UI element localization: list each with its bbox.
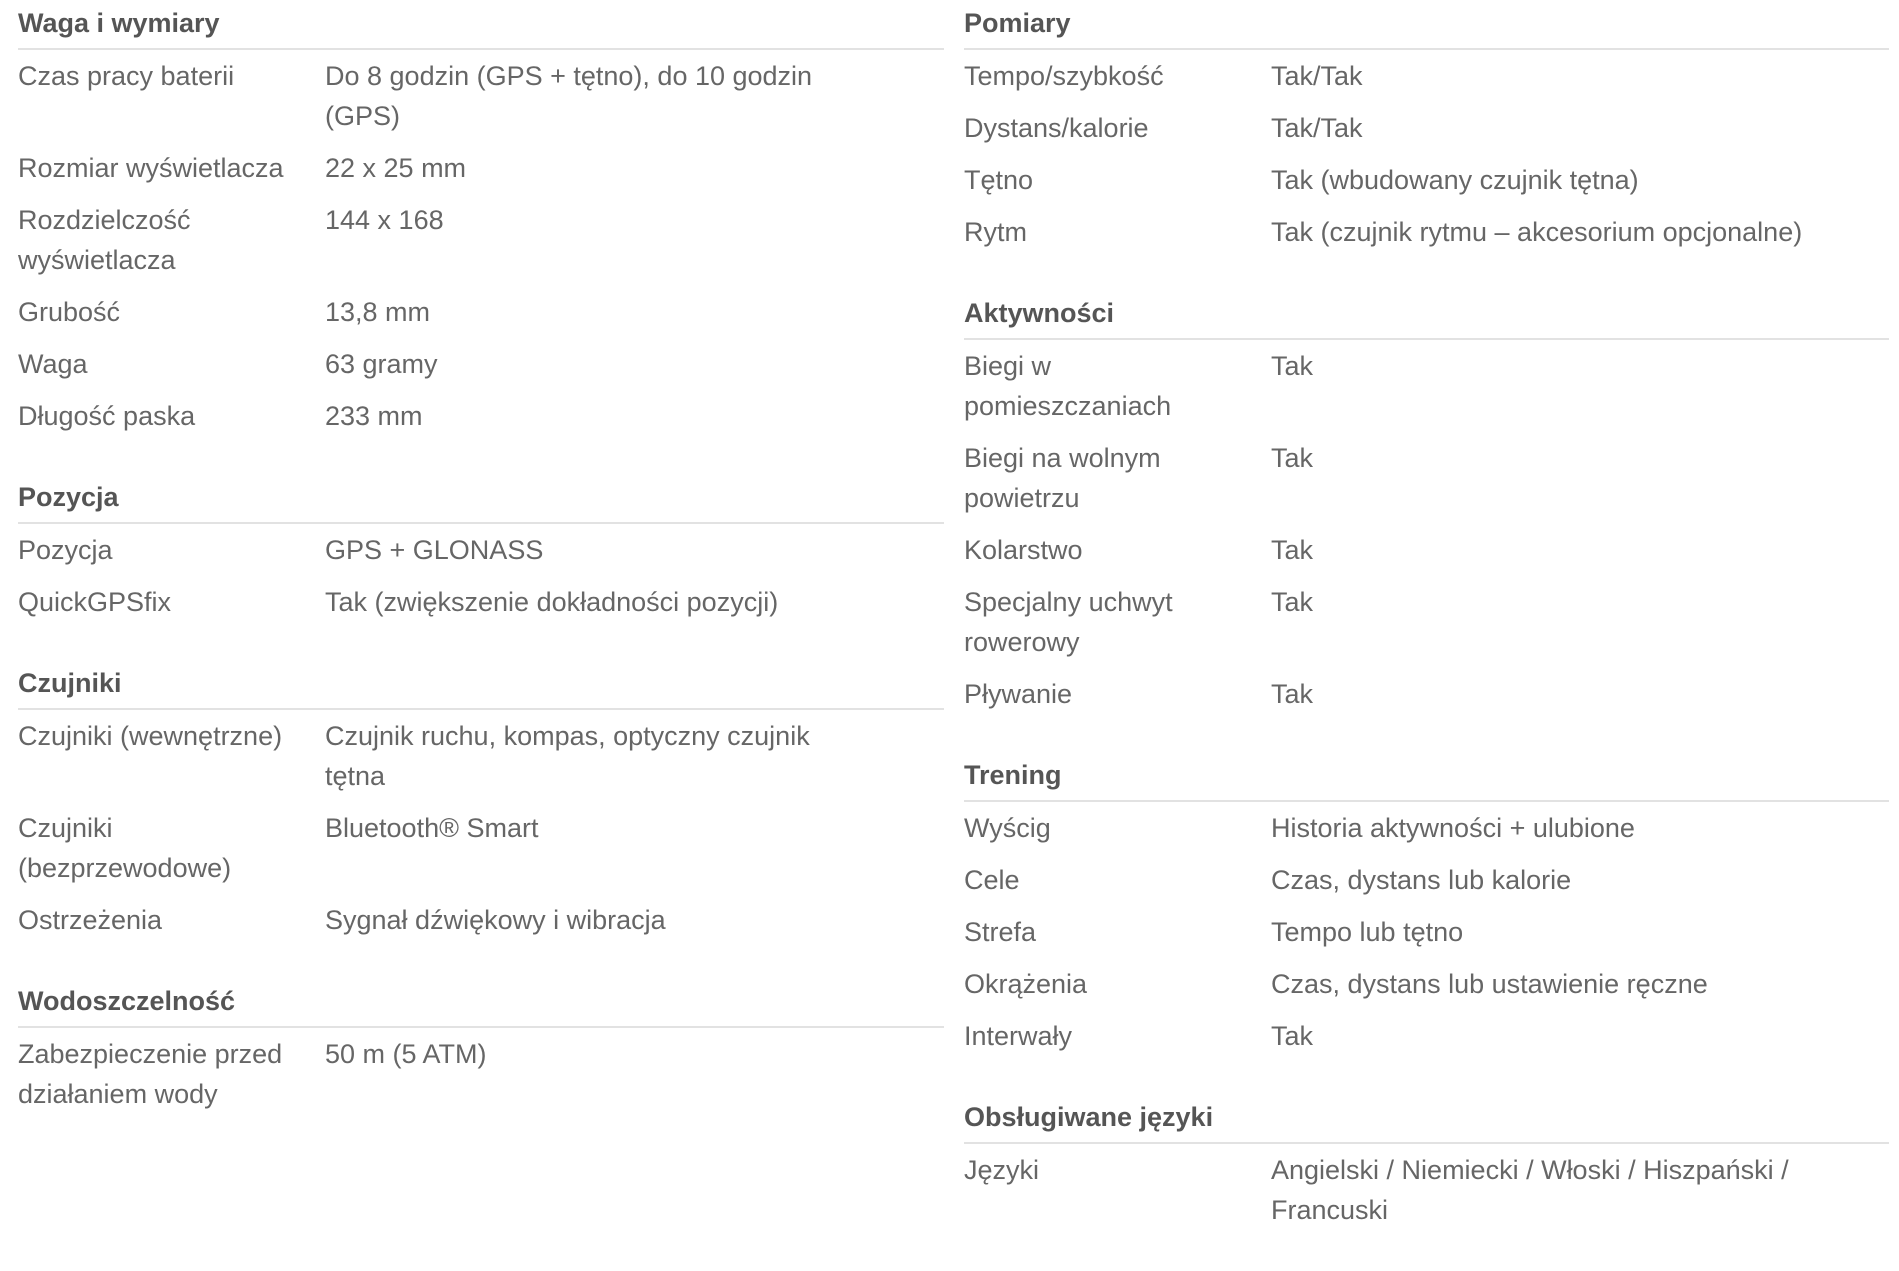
section-heading: Waga i wymiary (18, 3, 944, 50)
spec-label-line: wyświetlacza (18, 245, 176, 275)
spec-value-line: Czas, dystans lub kalorie (1271, 865, 1572, 895)
spec-label-line: Tempo/szybkość (964, 61, 1164, 91)
spec-value-line: Tak (1271, 443, 1314, 473)
spec-value-line: 233 mm (325, 401, 423, 431)
section-heading: Pozycja (18, 477, 944, 524)
spec-section (18, 663, 944, 946)
spec-label (964, 56, 1271, 96)
spec-label-line: Rozdzielczość (18, 205, 191, 235)
spec-value (325, 1034, 944, 1114)
spec-label-line: QuickGPSfix (18, 587, 172, 617)
spec-row (964, 958, 1889, 1010)
spec-value-line: 144 x 168 (325, 205, 444, 235)
spec-value (325, 582, 944, 622)
spec-column-left (18, 3, 944, 1155)
spec-value (1271, 1016, 1889, 1056)
spec-label-line: Biegi w (964, 351, 1052, 381)
spec-value-line: Tak (1271, 351, 1314, 381)
spec-label (964, 912, 1271, 952)
spec-value (1271, 530, 1889, 570)
spec-row (18, 50, 944, 142)
spec-label-line: Kolarstwo (964, 535, 1083, 565)
spec-section (964, 3, 1889, 258)
spec-value-line: Tak (wbudowany czujnik tętna) (1271, 165, 1639, 195)
spec-row (18, 1028, 944, 1120)
section-heading: Trening (964, 755, 1889, 802)
spec-label (964, 438, 1271, 518)
spec-value-line: Tak (czujnik rytmu – akcesorium opcjonalne) (1271, 217, 1803, 247)
spec-row (964, 802, 1889, 854)
spec-label (18, 716, 325, 796)
spec-label (18, 396, 325, 436)
spec-row (964, 524, 1889, 576)
spec-row (964, 854, 1889, 906)
spec-label (18, 808, 325, 888)
spec-row (964, 1144, 1889, 1236)
spec-value-line: Do 8 godzin (GPS + tętno), do 10 godzin (325, 61, 813, 91)
spec-value (325, 716, 944, 796)
spec-label (964, 212, 1271, 252)
spec-label (18, 200, 325, 280)
spec-label (964, 808, 1271, 848)
spec-label (964, 1150, 1271, 1230)
spec-label-line: Tętno (964, 165, 1034, 195)
spec-value (1271, 808, 1889, 848)
spec-value (1271, 912, 1889, 952)
spec-value-line: 63 gramy (325, 349, 438, 379)
spec-row (18, 524, 944, 576)
spec-value-line: GPS + GLONASS (325, 535, 544, 565)
spec-row (964, 576, 1889, 668)
spec-label (964, 530, 1271, 570)
spec-value-line: Tak (zwiększenie dokładności pozycji) (325, 587, 779, 617)
spec-value-line: Angielski / Niemiecki / Włoski / Hiszpański / (1271, 1155, 1789, 1185)
spec-value (1271, 160, 1889, 200)
spec-row (18, 338, 944, 390)
spec-label-line: Dystans/kalorie (964, 113, 1149, 143)
spec-value (325, 900, 944, 940)
spec-value-line: Tak (1271, 679, 1314, 709)
spec-label (964, 346, 1271, 426)
spec-row (964, 906, 1889, 958)
spec-value-line: (GPS) (325, 101, 401, 131)
spec-label-line: Pozycja (18, 535, 113, 565)
spec-value (1271, 964, 1889, 1004)
spec-value-line: Bluetooth® Smart (325, 813, 539, 843)
spec-value (1271, 212, 1889, 252)
spec-row (18, 142, 944, 194)
spec-value (325, 344, 944, 384)
spec-value (325, 396, 944, 436)
spec-value (1271, 438, 1889, 518)
spec-row (18, 710, 944, 802)
spec-value-line: Francuski (1271, 1195, 1389, 1225)
spec-label (18, 582, 325, 622)
spec-value (1271, 582, 1889, 662)
spec-row (964, 1010, 1889, 1062)
spec-section (18, 3, 944, 442)
spec-label-line: Czas pracy baterii (18, 61, 235, 91)
spec-label-line: działaniem wody (18, 1079, 218, 1109)
section-heading: Obsługiwane języki (964, 1097, 1889, 1144)
spec-row (964, 50, 1889, 102)
spec-label (18, 530, 325, 570)
spec-section (964, 293, 1889, 720)
spec-section (964, 1097, 1889, 1236)
spec-label (964, 1016, 1271, 1056)
spec-value-line: Tak (1271, 587, 1314, 617)
spec-label (18, 148, 325, 188)
spec-label-line: Rozmiar wyświetlacza (18, 153, 284, 183)
spec-row (18, 286, 944, 338)
spec-value-line: 22 x 25 mm (325, 153, 467, 183)
spec-value (1271, 674, 1889, 714)
spec-value (325, 530, 944, 570)
spec-label-line: Interwały (964, 1021, 1073, 1051)
spec-row (18, 802, 944, 894)
spec-label (964, 674, 1271, 714)
spec-label (18, 56, 325, 136)
spec-label-line: Okrążenia (964, 969, 1088, 999)
spec-value-line: Historia aktywności + ulubione (1271, 813, 1635, 843)
spec-value-line: 50 m (5 ATM) (325, 1039, 487, 1069)
spec-value-line: Tempo lub tętno (1271, 917, 1464, 947)
spec-label-line: Długość paska (18, 401, 196, 431)
spec-label-line: Pływanie (964, 679, 1073, 709)
spec-row (964, 102, 1889, 154)
spec-label (964, 108, 1271, 148)
spec-label (18, 900, 325, 940)
spec-value-line: tętna (325, 761, 386, 791)
spec-value-line: Czujnik ruchu, kompas, optyczny czujnik (325, 721, 810, 751)
spec-label-line: powietrzu (964, 483, 1080, 513)
spec-label (18, 344, 325, 384)
spec-value (1271, 108, 1889, 148)
spec-value (325, 200, 944, 280)
section-heading: Wodoszczelność (18, 981, 944, 1028)
spec-value (1271, 346, 1889, 426)
spec-label-line: Waga (18, 349, 88, 379)
spec-label (964, 160, 1271, 200)
spec-label (964, 582, 1271, 662)
spec-label (964, 860, 1271, 900)
spec-label-line: Języki (964, 1155, 1040, 1185)
spec-value (325, 56, 944, 136)
spec-value (1271, 1150, 1889, 1230)
spec-value-line: Czas, dystans lub ustawienie ręczne (1271, 969, 1708, 999)
section-heading: Aktywności (964, 293, 1889, 340)
spec-value (1271, 56, 1889, 96)
spec-label-line: (bezprzewodowe) (18, 853, 232, 883)
spec-row (18, 390, 944, 442)
spec-label (18, 1034, 325, 1114)
spec-label-line: Strefa (964, 917, 1037, 947)
spec-label-line: Ostrzeżenia (18, 905, 163, 935)
spec-value (325, 808, 944, 888)
spec-label-line: Grubość (18, 297, 121, 327)
spec-value-line: Tak/Tak (1271, 61, 1363, 91)
spec-row (964, 340, 1889, 432)
spec-value (325, 292, 944, 332)
spec-label-line: Zabezpieczenie przed (18, 1039, 283, 1069)
spec-value-line: Sygnał dźwiękowy i wibracja (325, 905, 666, 935)
spec-label (964, 964, 1271, 1004)
spec-value-line: 13,8 mm (325, 297, 431, 327)
spec-label-line: Specjalny uchwyt (964, 587, 1173, 617)
spec-label-line: rowerowy (964, 627, 1080, 657)
spec-row (18, 194, 944, 286)
spec-row (18, 894, 944, 946)
spec-row (964, 206, 1889, 258)
spec-value (325, 148, 944, 188)
spec-row (964, 432, 1889, 524)
spec-value-line: Tak (1271, 1021, 1314, 1051)
spec-value (1271, 860, 1889, 900)
spec-column-right (964, 3, 1889, 1271)
spec-row (964, 154, 1889, 206)
spec-label-line: pomieszczaniach (964, 391, 1172, 421)
spec-section (964, 755, 1889, 1062)
spec-label-line: Czujniki (18, 813, 113, 843)
spec-label (18, 292, 325, 332)
spec-section (18, 981, 944, 1120)
section-heading: Czujniki (18, 663, 944, 710)
spec-label-line: Biegi na wolnym (964, 443, 1161, 473)
spec-row (964, 668, 1889, 720)
spec-value-line: Tak/Tak (1271, 113, 1363, 143)
spec-label-line: Rytm (964, 217, 1027, 247)
section-heading: Pomiary (964, 3, 1889, 50)
spec-label-line: Czujniki (wewnętrzne) (18, 721, 283, 751)
spec-value-line: Tak (1271, 535, 1314, 565)
spec-row (18, 576, 944, 628)
spec-label-line: Cele (964, 865, 1020, 895)
spec-label-line: Wyścig (964, 813, 1051, 843)
spec-section (18, 477, 944, 628)
